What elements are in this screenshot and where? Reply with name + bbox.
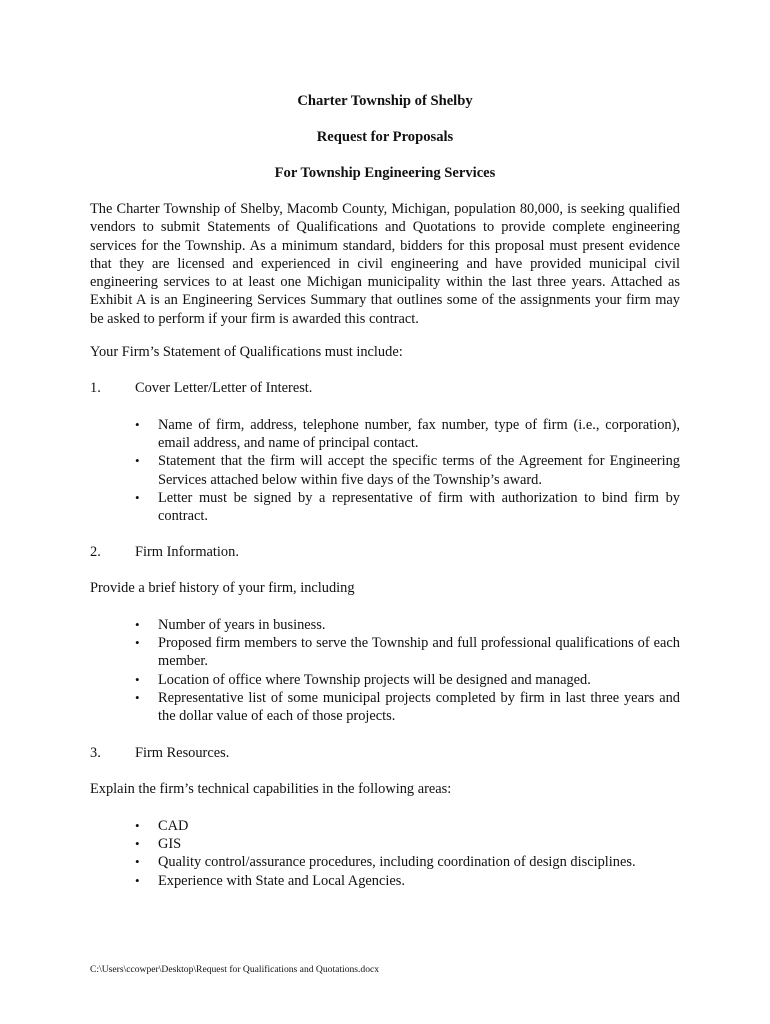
bullet-icon: • bbox=[135, 836, 140, 852]
file-path-footer: C:\Users\ccowper\Desktop\Request for Qualifications and Quotations.docx bbox=[90, 964, 380, 975]
list-item bbox=[135, 452, 680, 488]
list-item bbox=[135, 872, 680, 890]
list-item-text: Statement that the firm will accept the specific terms of the Agreement for Engineering Services attached below within five days of the Township’s award. bbox=[158, 453, 680, 488]
bullet-icon: • bbox=[135, 489, 140, 505]
intro-text: The Charter Township of Shelby, Macomb County, Michigan, population 80,000, is seeking qualified vendors to submit Statements of Qualifications and Quotations to provide complete engineering services for the Township. As a minimum standard, bidders for this proposal must present evidence that they are licensed and experienced in civil engineering and have provided municipal civil engineering services to at least one Michigan municipality within the last three years. Attached as Exhibit A is an Engineering Services Summary that outlines some of the assignments your firm may be asked to perform if your firm is awarded this contract. bbox=[90, 201, 680, 327]
list-item bbox=[135, 489, 680, 525]
list-item bbox=[135, 616, 680, 634]
section-2-bullet-list bbox=[135, 616, 680, 725]
list-item bbox=[135, 853, 680, 871]
intro-paragraph bbox=[90, 200, 680, 328]
bullet-icon: • bbox=[135, 818, 140, 833]
section-title: Firm Information. bbox=[135, 544, 239, 560]
section-title: Cover Letter/Letter of Interest. bbox=[135, 380, 313, 396]
section-number: 1. bbox=[90, 380, 101, 396]
list-item-text: Number of years in business. bbox=[158, 617, 326, 633]
section-1-bullet-list bbox=[135, 416, 680, 525]
list-item-text: Location of office where Township projects will be designed and managed. bbox=[158, 671, 591, 688]
section-2-lead: Provide a brief history of your firm, including bbox=[90, 580, 355, 596]
section-3-lead: Explain the firm’s technical capabilities in the following areas: bbox=[90, 781, 452, 797]
document-page bbox=[90, 0, 680, 1024]
bullet-icon: • bbox=[135, 854, 140, 870]
list-item-text: Representative list of some municipal projects completed by firm in last three years and the dollar value of each of those projects. bbox=[158, 689, 680, 725]
list-item bbox=[135, 416, 680, 452]
list-item-text: Name of firm, address, telephone number, fax number, type of firm (i.e., corporation), email address, and name of principal contact. bbox=[158, 417, 680, 452]
section-number: 3. bbox=[90, 745, 101, 761]
list-item bbox=[135, 671, 680, 689]
bullet-icon: • bbox=[135, 872, 140, 888]
bullet-icon: • bbox=[135, 417, 140, 432]
list-item-text: Proposed firm members to serve the Township and full professional qualifications of each member. bbox=[158, 635, 680, 670]
list-item-text: Letter must be signed by a representative of firm with authorization to bind firm by contract. bbox=[158, 489, 680, 525]
section-number: 2. bbox=[90, 544, 101, 560]
document-subtitle: Request for Proposals bbox=[316, 129, 454, 145]
bullet-icon: • bbox=[135, 617, 140, 632]
document-service-title: For Township Engineering Services bbox=[274, 165, 496, 181]
list-item bbox=[135, 817, 680, 835]
bullet-icon: • bbox=[135, 689, 140, 705]
list-item bbox=[135, 835, 680, 853]
list-item bbox=[135, 634, 680, 670]
bullet-icon: • bbox=[135, 635, 140, 651]
bullet-icon: • bbox=[135, 671, 140, 687]
list-item-text: CAD bbox=[158, 818, 189, 834]
document-title: Charter Township of Shelby bbox=[297, 93, 473, 109]
bullet-icon: • bbox=[135, 453, 140, 469]
list-item-text: GIS bbox=[158, 836, 182, 853]
section-title: Firm Resources. bbox=[135, 745, 230, 761]
list-item-text: Quality control/assurance procedures, including coordination of design disciplines. bbox=[158, 854, 636, 871]
list-item bbox=[135, 689, 680, 725]
statement-heading: Your Firm’s Statement of Qualifications must include: bbox=[90, 344, 403, 360]
section-3-bullet-list bbox=[135, 817, 680, 890]
list-item-text: Experience with State and Local Agencies. bbox=[158, 872, 405, 889]
